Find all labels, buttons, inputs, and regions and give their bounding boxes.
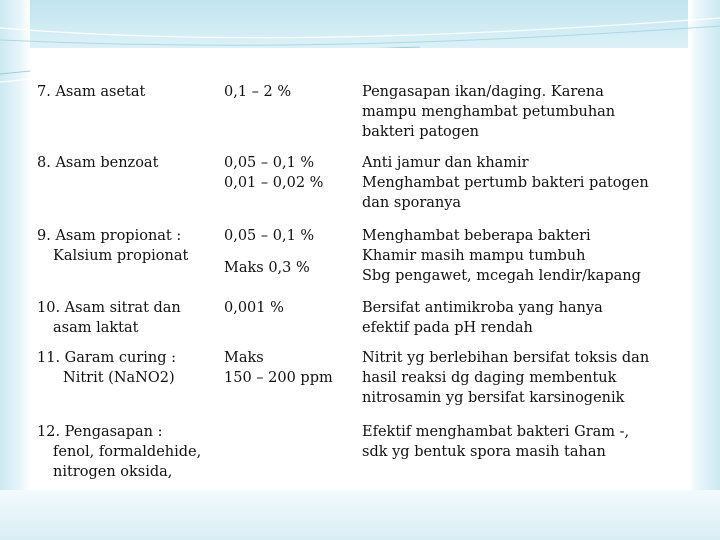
additive-name: 7. Asam asetat xyxy=(37,84,146,100)
background-bottom-band xyxy=(0,490,720,540)
function-description: Menghambat beberapa bakteri Khamir masih mampu tumbuh Sbg pengawet, mcegah lendir/kapang xyxy=(362,228,641,284)
dosage: 0,05 – 0,1 % Maks 0,3 % xyxy=(224,228,315,276)
preservative-table xyxy=(30,48,690,490)
additive-name: 9. Asam propionat : Kalsium propionat xyxy=(37,228,189,264)
function-description: Nitrit yg berlebihan bersifat toksis dan hasil reaksi dg daging membentuk nitrosamin yg bersifat karsinogenik xyxy=(362,350,650,406)
additive-name: 8. Asam benzoat xyxy=(37,155,159,171)
additive-name: 10. Asam sitrat dan asam laktat xyxy=(37,300,181,336)
dosage: 0,1 – 2 % xyxy=(224,84,292,100)
dosage: 0,001 % xyxy=(224,300,284,316)
dosage: Maks 150 – 200 ppm xyxy=(224,350,333,386)
additive-name: 12. Pengasapan : fenol, formaldehide, nitrogen oksida, xyxy=(37,424,202,480)
dosage: 0,05 – 0,1 % 0,01 – 0,02 % xyxy=(224,155,324,191)
function-description: Anti jamur dan khamir Menghambat pertumb bakteri patogen dan sporanya xyxy=(362,155,649,211)
function-description: Pengasapan ikan/daging. Karena mampu menghambat petumbuhan bakteri patogen xyxy=(362,84,616,140)
function-description: Efektif menghambat bakteri Gram -, sdk yg bentuk spora masih tahan xyxy=(362,424,630,460)
additive-name: 11. Garam curing : Nitrit (NaNO2) xyxy=(37,350,176,386)
function-description: Bersifat antimikroba yang hanya efektif pada pH rendah xyxy=(362,300,603,336)
